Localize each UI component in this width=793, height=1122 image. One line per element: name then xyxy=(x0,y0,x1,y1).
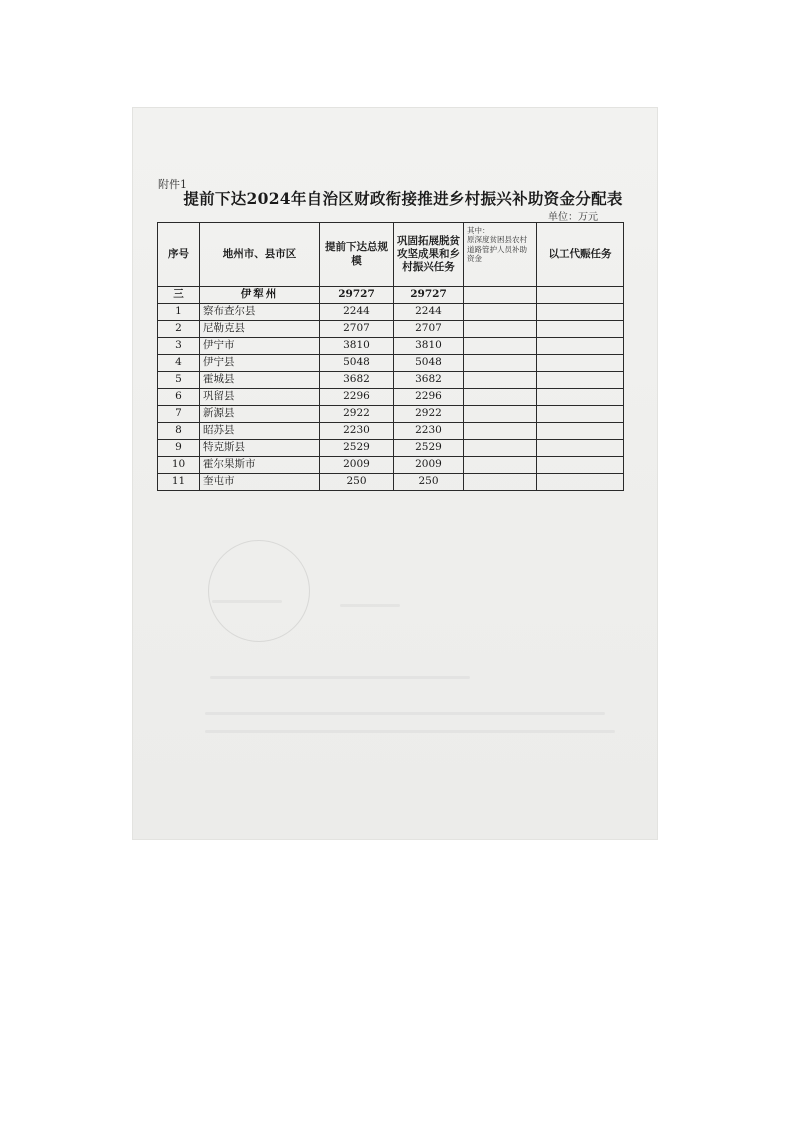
cell-total: 2707 xyxy=(320,321,394,338)
cell-work-relief xyxy=(537,423,624,440)
cell-no: 4 xyxy=(158,355,200,372)
cell-work-relief xyxy=(537,287,624,304)
cell-consolidate: 2707 xyxy=(394,321,464,338)
header-of-which-label: 其中： xyxy=(467,226,490,235)
cell-work-relief xyxy=(537,304,624,321)
cell-region: 巩留县 xyxy=(200,389,320,406)
cell-no: 1 xyxy=(158,304,200,321)
attachment-label: 附件1 xyxy=(158,178,187,191)
table-row xyxy=(158,389,624,406)
cell-region: 伊犁州 xyxy=(200,287,320,304)
cell-total: 2244 xyxy=(320,304,394,321)
cell-of-which xyxy=(464,372,537,389)
cell-region: 察布查尔县 xyxy=(200,304,320,321)
cell-region: 特克斯县 xyxy=(200,440,320,457)
cell-region: 伊宁市 xyxy=(200,338,320,355)
cell-total: 2009 xyxy=(320,457,394,474)
cell-region: 奎屯市 xyxy=(200,474,320,491)
cell-consolidate: 2296 xyxy=(394,389,464,406)
table-row xyxy=(158,321,624,338)
table-row xyxy=(158,304,624,321)
cell-of-which xyxy=(464,406,537,423)
cell-work-relief xyxy=(537,389,624,406)
cell-consolidate: 2244 xyxy=(394,304,464,321)
table-row xyxy=(158,338,624,355)
cell-consolidate: 5048 xyxy=(394,355,464,372)
cell-of-which xyxy=(464,389,537,406)
cell-region: 霍城县 xyxy=(200,372,320,389)
cell-region: 霍尔果斯市 xyxy=(200,457,320,474)
cell-of-which xyxy=(464,321,537,338)
cell-region: 尼勒克县 xyxy=(200,321,320,338)
cell-no: 7 xyxy=(158,406,200,423)
cell-of-which xyxy=(464,338,537,355)
cell-consolidate: 29727 xyxy=(394,287,464,304)
cell-no: 3 xyxy=(158,338,200,355)
cell-of-which xyxy=(464,423,537,440)
cell-total: 29727 xyxy=(320,287,394,304)
cell-of-which xyxy=(464,304,537,321)
scan-artifact xyxy=(212,600,282,603)
cell-of-which xyxy=(464,440,537,457)
table-row xyxy=(158,355,624,372)
cell-work-relief xyxy=(537,406,624,423)
table-row xyxy=(158,457,624,474)
cell-work-relief xyxy=(537,474,624,491)
faded-seal-stamp xyxy=(208,540,310,642)
cell-of-which xyxy=(464,457,537,474)
table-row xyxy=(158,474,624,491)
cell-consolidate: 2009 xyxy=(394,457,464,474)
header-total: 提前下达总规模 xyxy=(320,223,394,287)
scan-artifact xyxy=(205,730,615,733)
cell-total: 3810 xyxy=(320,338,394,355)
cell-consolidate: 3810 xyxy=(394,338,464,355)
cell-total: 5048 xyxy=(320,355,394,372)
scan-artifact xyxy=(205,712,605,715)
cell-no: 10 xyxy=(158,457,200,474)
group-row xyxy=(158,287,624,304)
cell-consolidate: 2922 xyxy=(394,406,464,423)
cell-work-relief xyxy=(537,372,624,389)
cell-no: 11 xyxy=(158,474,200,491)
header-of-which-detail: 原深度贫困县农村道路管护人员补助资金 xyxy=(467,235,527,264)
cell-work-relief xyxy=(537,338,624,355)
cell-work-relief xyxy=(537,457,624,474)
cell-work-relief xyxy=(537,355,624,372)
header-no: 序号 xyxy=(158,223,200,287)
scan-artifact xyxy=(210,676,470,679)
header-work-relief: 以工代赈任务 xyxy=(537,223,624,287)
cell-no: 2 xyxy=(158,321,200,338)
header-consolidate: 巩固拓展脱贫攻坚成果和乡村振兴任务 xyxy=(394,223,464,287)
table-row xyxy=(158,440,624,457)
allocation-table xyxy=(157,222,624,491)
cell-consolidate: 2230 xyxy=(394,423,464,440)
cell-total: 2529 xyxy=(320,440,394,457)
table-row xyxy=(158,423,624,440)
cell-of-which xyxy=(464,355,537,372)
cell-total: 3682 xyxy=(320,372,394,389)
table-row xyxy=(158,406,624,423)
header-of-which xyxy=(464,223,537,287)
cell-work-relief xyxy=(537,440,624,457)
header-row xyxy=(158,223,624,287)
scan-artifact xyxy=(340,604,400,607)
cell-consolidate: 250 xyxy=(394,474,464,491)
cell-no: 5 xyxy=(158,372,200,389)
table-row xyxy=(158,372,624,389)
cell-total: 2922 xyxy=(320,406,394,423)
cell-of-which xyxy=(464,287,537,304)
cell-region: 新源县 xyxy=(200,406,320,423)
cell-no: 6 xyxy=(158,389,200,406)
cell-work-relief xyxy=(537,321,624,338)
unit-label: 单位：万元 xyxy=(548,212,598,223)
cell-no: 9 xyxy=(158,440,200,457)
cell-total: 2296 xyxy=(320,389,394,406)
document-title: 提前下达2024年自治区财政衔接推进乡村振兴补助资金分配表 xyxy=(183,189,623,208)
cell-total: 250 xyxy=(320,474,394,491)
cell-consolidate: 3682 xyxy=(394,372,464,389)
cell-region: 昭苏县 xyxy=(200,423,320,440)
header-region: 地州市、县市区 xyxy=(200,223,320,287)
cell-of-which xyxy=(464,474,537,491)
cell-region: 伊宁县 xyxy=(200,355,320,372)
cell-no: 三 xyxy=(158,287,200,304)
cell-no: 8 xyxy=(158,423,200,440)
cell-consolidate: 2529 xyxy=(394,440,464,457)
cell-total: 2230 xyxy=(320,423,394,440)
